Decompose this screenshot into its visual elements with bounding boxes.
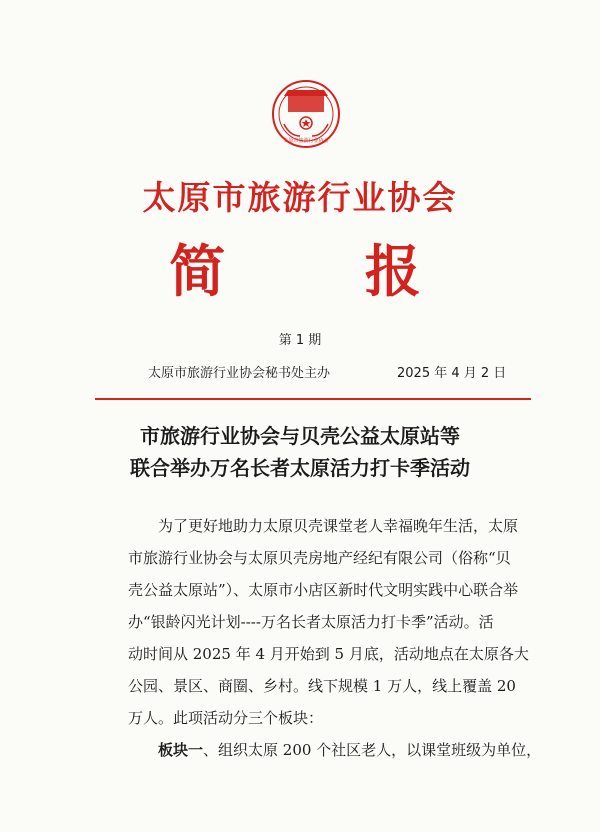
section-1-line bbox=[158, 739, 541, 760]
body-line-1: 为了更好地助力太原贝壳课堂老人幸福晚年生活，太原 bbox=[158, 517, 519, 535]
publisher-line: 太原市旅游行业协会秘书处主办 bbox=[148, 366, 331, 381]
headline-line-1: 市旅游行业协会与贝壳公益太原站等 bbox=[140, 424, 460, 448]
issue-number: 第 1 期 bbox=[278, 333, 322, 348]
section-1-text: 、组织太原 200 个社区老人，以课堂班级为单位， bbox=[203, 741, 542, 759]
body-line-2: 市旅游行业协会与太原贝壳房地产经纪有限公司（俗称“贝 bbox=[128, 549, 511, 567]
section-1-label: 板块一 bbox=[158, 741, 204, 759]
body-line-7: 万人。此项活动分三个板块： bbox=[128, 709, 324, 727]
organization-title: 太原市旅游行业协会 bbox=[142, 178, 458, 217]
association-emblem-icon bbox=[270, 78, 342, 150]
body-line-5: 动时间从 2025 年 4 月开始到 5 月底，活动地点在太原各大 bbox=[128, 645, 529, 663]
body-line-3: 壳公益太原站”）、太原市小店区新时代文明实践中心联合举 bbox=[128, 581, 519, 599]
headline-line-2: 联合举办万名长者太原活力打卡季活动 bbox=[130, 456, 470, 480]
body-line-4: 办“银龄闪光计划----万名长者太原活力打卡季”活动。活 bbox=[128, 613, 494, 631]
issue-date: 2025 年 4 月 2 日 bbox=[397, 366, 507, 381]
body-line-6: 公园、景区、商圈、乡村。线下规模 1 万人，线上覆盖 20 bbox=[128, 677, 516, 695]
document-type-title: 简 报 bbox=[169, 239, 481, 305]
header-divider bbox=[95, 398, 531, 400]
emblem-caption: 太原市旅游行业协会 bbox=[283, 138, 329, 144]
